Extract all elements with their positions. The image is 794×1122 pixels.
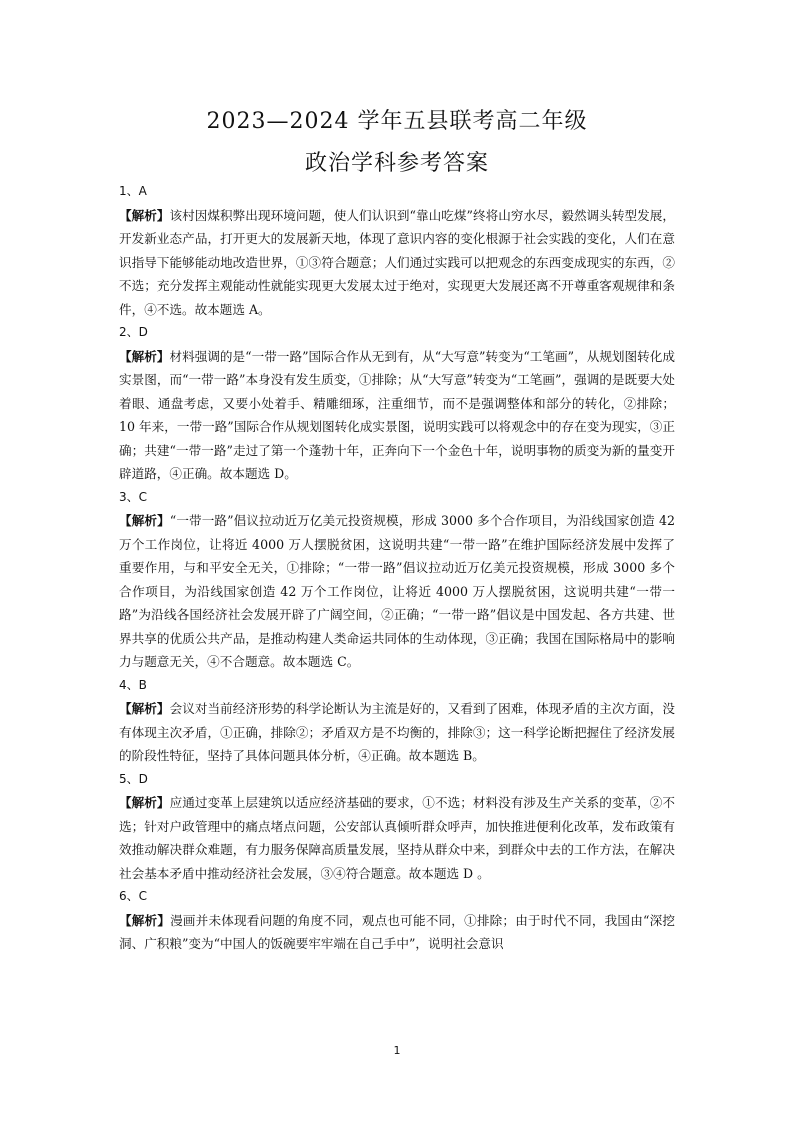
question-analysis [119, 697, 675, 768]
question-analysis [119, 791, 675, 885]
question-number: 1、A [119, 184, 147, 198]
question-analysis [119, 909, 675, 956]
analysis-text: 会议对当前经济形势的科学论断认为主流是好的，又看到了困难，体现矛盾的主次方面，没有体现主次矛盾，①正确，排除②；矛盾双方是不均衡的，排除③；这一科学论断把握住了经济发展的阶段性特征，坚持了具体问题具体分析，④正确。故本题选 B。 [119, 701, 676, 763]
document-title: 2023—2024 学年五县联考高二年级 [206, 109, 588, 134]
analysis-text: 应通过变革上层建筑以适应经济基础的要求，①不选；材料没有涉及生产关系的变革，②不选；针对户政管理中的痛点堵点问题，公安部认真倾听群众呼声，加快推进便利化改革，发布政策有效推动解决群众难题，有力服务保障高质量发展，坚持从群众中来，到群众中去的工作方法，在解决社会基本矛盾中推动经济社会发展，③④符合题意。故本题选 D 。 [119, 795, 676, 881]
analysis-tag: 【解析】 [119, 912, 171, 928]
question-analysis [119, 345, 675, 486]
question-number: 6、C [119, 889, 148, 903]
question-number: 4、B [119, 677, 147, 692]
analysis-tag: 【解析】 [119, 795, 170, 810]
analysis-tag: 【解析】 [119, 513, 170, 528]
analysis-text: 材料强调的是“一带一路”国际合作从无到有，从“大写意”转变为“工笔画”，从规划图转化成实景图，而“一带一路”本身没有发生质变，①排除；从“大写意”转变为“工笔画”，强调的是既要大处着眼、通盘考虑，又要小处着手、精雕细琢，注重细节，而不是强调整体和部分的转化，②排除；10 年来，一带一路”国际合作从规划图转化成实景图，说明实践可以将观念中的存在变为现实，③正确；共建“一带一路”走过了第一个蓬勃十年，正奔向下一个金色十年，说明事物的质变为新的量变开辟道路，④正确。故本题选 D。 [119, 348, 675, 481]
page-number: 1 [393, 1044, 401, 1057]
analysis-text: 漫画并未体现看问题的角度不同，观点也可能不同，①排除；由于时代不同，我国由“深挖洞、广积粮”变为“中国人的饭碗要牢牢端在自己手中”，说明社会意识 [119, 912, 675, 951]
analysis-text: “一带一路”倡议拉动近万亿美元投资规模，形成 3000 多个合作项目，为沿线国家创造 42 万个工作岗位，让将近 4000 万人摆脱贫困，这说明共建“一带一路”在维护国际经济发展中发挥了重要作用，与和平安全无关，①排除；“一带一路”倡议拉动近万亿美元投资规模，形成 3000 多个合作项目，为沿线国家创造 42 万个工作岗位，让将近 4000 万人摆脱贫困，这说明共建“一带一路”为沿线各国经济社会发展开辟了广阔空间，②正确；“一带一路”倡议是中国发起、各方共建、世界共享的优质公共产品，是推动构建人类命运共同体的生动体现，③正确；我国在国际格局中的影响力与题意无关，④不合题意。故本题选 C。 [119, 513, 675, 669]
analysis-tag: 【解析】 [119, 348, 170, 364]
question-number: 5、D [119, 771, 148, 786]
question-analysis [119, 204, 675, 322]
document-subtitle: 政治学科参考答案 [304, 151, 489, 176]
analysis-tag: 【解析】 [119, 701, 170, 716]
answer-list [119, 180, 675, 956]
question-analysis [119, 509, 675, 674]
question-number: 3、C [119, 489, 148, 504]
question-number: 2、D [119, 325, 148, 339]
analysis-text: 该村因煤积弊出现环境问题，使人们认识到“靠山吃煤”终将山穷水尽，毅然调头转型发展，开发新业态产品，打开更大的发展新天地，体现了意识内容的变化根源于社会实践的变化，人们在意识指导下能够能动地改造世界，①③符合题意；人们通过实践可以把观念的东西变成现实的东西，②不选；充分发挥主观能动性就能实现更大发展太过于绝对，实现更大发展还离不开尊重客观规律和条件，④不选。故本题选 A。 [119, 207, 675, 317]
analysis-tag: 【解析】 [119, 207, 170, 223]
